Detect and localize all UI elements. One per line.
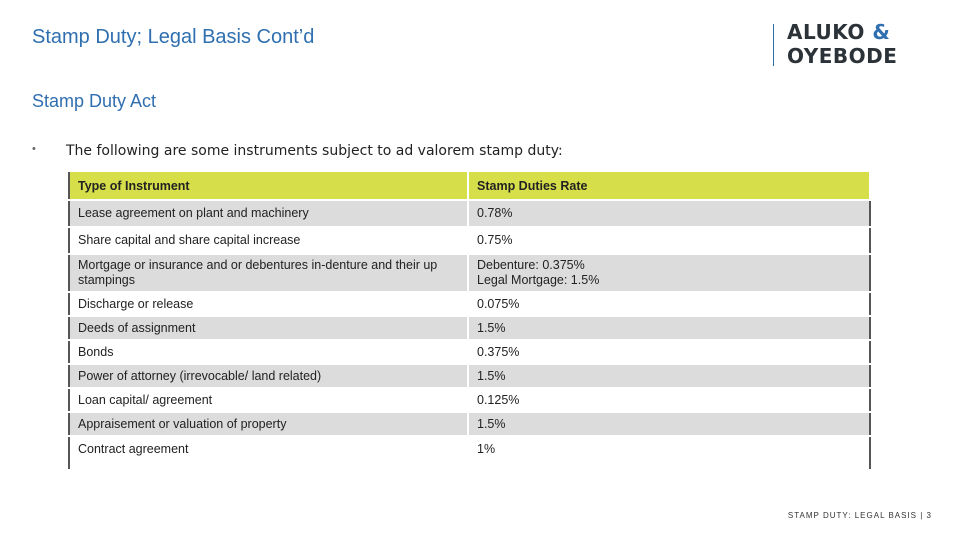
bullet-marker: •	[32, 143, 36, 155]
table-row	[69, 292, 870, 316]
rate-cell: 0.075%	[468, 292, 870, 316]
intro-text: The following are some instruments subject to ad valorem stamp duty:	[66, 143, 563, 159]
instrument-cell: Bonds	[69, 340, 468, 364]
logo-text-1: ALUKO	[787, 20, 865, 44]
logo-line-1	[787, 22, 890, 42]
company-logo	[773, 22, 933, 66]
instrument-cell: Loan capital/ agreement	[69, 388, 468, 412]
logo-divider	[773, 24, 774, 66]
instrument-cell: Appraisement or valuation of property	[69, 412, 468, 436]
table-row	[69, 436, 870, 470]
logo-line-2: OYEBODE	[787, 44, 898, 68]
rate-cell: 1.5%	[468, 316, 870, 340]
rate-line-debenture: Debenture: 0.375%	[477, 258, 585, 272]
table-row	[69, 316, 870, 340]
table-row	[69, 200, 870, 227]
rate-cell	[468, 254, 870, 292]
instrument-cell: Share capital and share capital increase	[69, 227, 468, 254]
rate-cell: 1.5%	[468, 364, 870, 388]
instrument-cell: Contract agreement	[69, 436, 468, 470]
rate-cell: 1.5%	[468, 412, 870, 436]
table-row	[69, 254, 870, 292]
section-subtitle: Stamp Duty Act	[32, 91, 157, 111]
rate-cell: 0.125%	[468, 388, 870, 412]
rate-cell: 0.375%	[468, 340, 870, 364]
instrument-cell: Mortgage or insurance and or debentures in-denture and their up stampings	[69, 254, 468, 292]
slide-footer: STAMP DUTY: LEGAL BASIS | 3	[787, 511, 932, 520]
table-header-row	[69, 171, 870, 200]
rate-line-legal-mortgage: Legal Mortgage: 1.5%	[477, 273, 600, 287]
instrument-cell: Deeds of assignment	[69, 316, 468, 340]
stamp-duty-table	[68, 170, 871, 471]
rate-cell: 0.78%	[468, 200, 870, 227]
logo-ampersand: &	[872, 20, 891, 44]
table-row	[69, 364, 870, 388]
header-type-of-instrument: Type of Instrument	[69, 171, 468, 200]
instrument-cell: Power of attorney (irrevocable/ land related)	[69, 364, 468, 388]
table-row	[69, 227, 870, 254]
table-row	[69, 412, 870, 436]
instrument-cell: Lease agreement on plant and machinery	[69, 200, 468, 227]
table-row	[69, 388, 870, 412]
instrument-cell: Discharge or release	[69, 292, 468, 316]
header-stamp-duties-rate: Stamp Duties Rate	[468, 171, 870, 200]
rate-cell: 1%	[468, 436, 870, 470]
slide-title: Stamp Duty; Legal Basis Cont’d	[32, 26, 315, 48]
table-row	[69, 340, 870, 364]
rate-cell: 0.75%	[468, 227, 870, 254]
